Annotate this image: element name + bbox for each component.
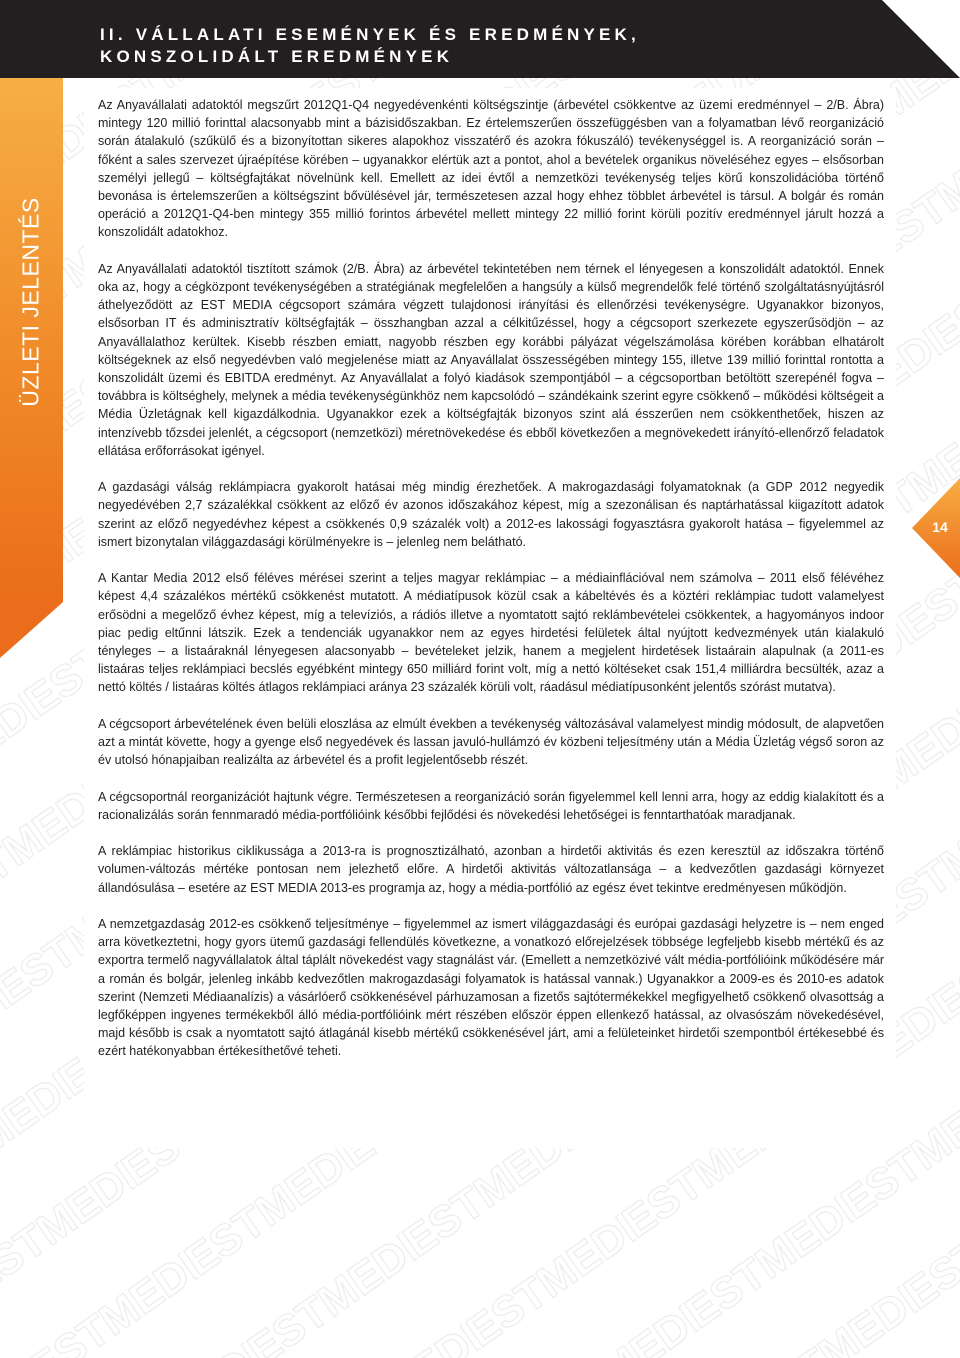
page-title-line-2: KONSZOLIDÁLT EREDMÉNYEK <box>100 47 454 66</box>
paragraph: A cégcsoport árbevételének éven belüli eloszlása az elmúlt években a tevékenység változásával valamelyest mindig módosult, de alapvetően azt a mintát követte, hogy a gyenge első negyedévek és lassan javuló-hullámzó év közbeni teljesítmény után a Média Üzletág végső soron az év utolsó hónapjaiban realizálta az árbevétel és a profit legjelentősebb részét. <box>98 716 884 768</box>
page-title <box>100 24 640 68</box>
paragraph: A cégcsoportnál reorganizációt hajtunk végre. Természetesen a reorganizáció során figyelemmel kell lenni arra, hogy az eddig kialakított és a racionalizálás során fennmaradó média-portfólióink későbbi fejlődési és növekedési lehetőségei is fenntarthatóak maradjanak. <box>98 789 884 822</box>
page-title-line-1: II. VÁLLALATI ESEMÉNYEK ÉS EREDMÉNYEK, <box>100 25 640 44</box>
page-number: 14 <box>932 519 948 535</box>
paragraph: A nemzetgazdaság 2012-es csökkenő teljesítménye – figyelemmel az ismert világgazdasági és európai gazdasági helyzetre is – nem enged arra következtetni, hogy gyors ütemű gazdasági fellendülés következne, a vonatkozó előrejelzések többsége legfeljebb kisebb mértékű és az exportra termelő nagyvállalatok által táplált növekedést vagy stagnálást vár. (Emellett a nemzetközivé vált média-portfólióink működésére már a román és bolgár, jelenleg inkább kedvezőtlen makrogazdasági folyamatok is hatással vannak.) Ugyanakkor a 2009-es és 2010-es adatok szerint (Nemzeti Médiaanalízis) a vásárlóerő csökkenésével párhuzamosan a fizetős sajtótermékekkel megfigyelhető csökkenő olvasottság a legfőképpen ingyenes termékekből álló média-portfólióink mért részében először éppen ellenkező hatással, az olvasószám növekedésével, majd később is csak a nyomtatott sajtó átlagánál kisebb mértékű csökkenésével járt, ami a felületeinket hirdetői szempontból értékesebbé és ezért hatékonyabban értékesíthetővé teheti. <box>98 917 884 1059</box>
paragraph: A gazdasági válság reklámpiacra gyakorolt hatásai még mindig érezhetőek. A makrogazdasági folyamatoknak (a GDP 2012 negyedik negyedévében 2,7 százalékkal csökkent az előző év azonos időszakához képest, míg a szezonálisan és naptárhatással kiigazított adatok szerint az előző negyedévhez képest a csökkenés 0,9 százalék volt) a 2012-es lakossági fogyasztásra gyakorolt hatása – figyelemmel az ismert bizonytalan világgazdasági körülményekre is – jelenleg nem belátható. <box>98 480 884 549</box>
paragraph: A Kantar Media 2012 első féléves mérései szerint a teljes magyar reklámpiac – a médiainflációval nem számolva – 2011 első félévéhez képest 4,4 százalékos mértékű csökkenést mutatott. A médiatípusok közül csak a kábeltévés és a köztéri reklámpiac tudott valamelyest erősödni a megelőző évhez képest, míg a televíziós, a rádiós illetve a nyomtatott sajtó reklámbevételei csökkentek, a hagyományos indoor piac pedig eltűnni látszik. Ezek a tendenciák ugyanakkor nem az egyes hirdetési felületek által nyújtott kedvezmények után kialakuló tényleges – a listaáraknál lényegesen alacsonyabb – bevételeket jelzik, hanem a megjelent hirdetések listaárain alapulnak (a 2011-es listaáras teljes reklámpiaci becslés egyébként mintegy 650 milliárd forint volt, míg a nettó költéseket csak 151,4 milliárdra becsülték, azaz a nettó költés / listaáras költés átlagos reklámpiaci aránya 23 százalék körüli volt, ráadásul médiatípusonként jelentős szórást mutatva). <box>98 571 884 695</box>
paragraph: A reklámpiac historikus ciklikussága a 2013-ra is prognosztizálható, azonban a hirdetői aktivitás és ezen keresztül az időszakra történő volumen-változás mértéke pontosan nem jelezhető előre. A hirdetői aktivitás változatlansága – a kedvezőtlen gazdasági környezet állandósulása – esetére az EST MEDIA 2013-es programja az, hogy a média-portfólió az egész évet tekintve eredményesen működjön. <box>98 844 884 895</box>
report-body <box>98 96 884 1079</box>
paragraph: Az Anyavállalati adatoktól megszűrt 2012Q1-Q4 negyedévenkénti költségszintje (árbevétel csökkentve az üzemi eredménnyel – 2/B. Ábra) mintegy 120 millió forinttal alacsonyabb mint a bázisidőszakban. Ez értelemszerűen összefüggésben van a folyamatban lévő reorganizáció során átalakuló (szűkülő és a bizonyítottan sikeres alapokhoz visszatérő és azokra fókuszáló) tevékenységgel is. A reorganizáció során – főként a sales szervezet újraépítése körében – ugyanakkor elértük azt a pontot, ahol a bevételek organikus növeléséhez egyes – elsősorban személyi jellegű – költségfajtákat növelnünk kell. Emellett az idei évtől a nemzetközi tevékenység teljes körű konszolidációba történő bevonása is értelemszerűen a költségszint bővülésével jár, természetesen azzal hogy ehhez többlet árbevétel is társul. A bolgár és román operáció a 2012Q1-Q4-ben mintegy 355 millió forintos árbevétel mellett mintegy 22 millió forint körüli pozitív eredménnyel járult hozzá a konszolidált adatokhoz. <box>98 98 884 240</box>
header-corner-cut <box>882 0 960 78</box>
paragraph: Az Anyavállalati adatoktól tisztított számok (2/B. Ábra) az árbevétel tekintetében nem térnek el lényegesen a konszolidált adatoktól. Ennek oka az, hogy a cégközpont tevékenységében a stratégiának megfelelően a hangsúly a külső megrendelők felé történő szolgáltatásnyújtásról áthelyeződött az EST MEDIA cégcsoport számára végzett tulajdonosi irányítási és ellenőrzési tevékenységre. Ugyanakkor bizonyos, elsősorban IT és adminisztratív költségfajták – összhangban azzal a célkitűzéssel, hogy a cégcsoport szerkezete egyszerűsödjön – az Anyavállalathoz kerültek. Kisebb részben emiatt, nagyobb részben egy korábbi pályázat végelszámolása körében korábban elhatárolt költségeknek az első negyedévben való megjelenése miatt az Anyavállalat összességében mintegy 155, illetve 139 millió forinttal rontotta a konszolidált üzemi és EBITDA eredményt. Az Anyavállalat a folyó kiadások szempontjából – a cégcsoportban betöltött szerepénél fogva – továbbra is költséghely, melynek a média tevékenységünkhöz nem kapcsolódó – szándékaink szerint egyre csökkenő – működési költségeit a Média Üzletágnak kell kigazdálkodnia. Ugyanakkor ezek a költségfajták bizonyos szint alá ésszerűen nem csökkenthetőek, hiszen az intenzívebb tőzsdei jelenlét, a cégcsoport (nemzetközi) méretnövekedése és ebből következően a megnövekedett irányító-ellenőrző feladatok ellátása erőforrásokat igényel. <box>98 261 884 458</box>
side-tab-tip <box>0 602 63 658</box>
side-tab-label: ÜZLETI JELENTÉS <box>17 197 44 407</box>
